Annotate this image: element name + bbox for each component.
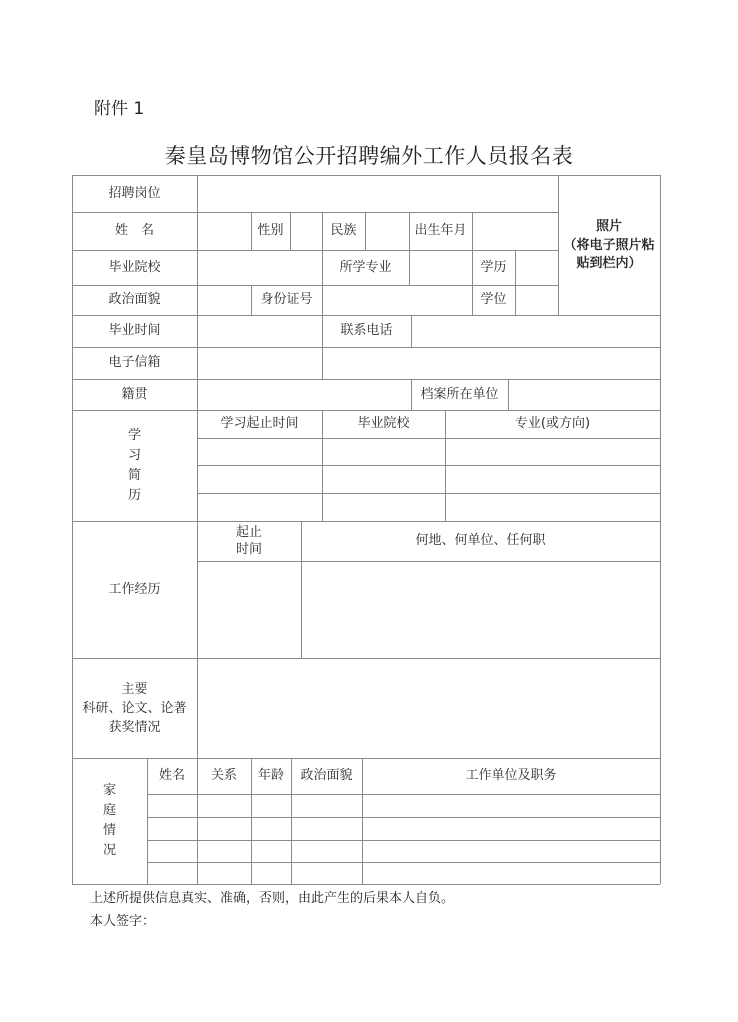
archive-unit-field[interactable] xyxy=(509,380,660,410)
grad-time-field[interactable] xyxy=(198,316,322,347)
name-field[interactable] xyxy=(198,213,251,250)
major-field[interactable] xyxy=(410,251,472,285)
form-title: 秦皇岛博物馆公开招聘编外工作人员报名表 xyxy=(164,144,574,168)
research-label-line: 获奖情况 xyxy=(108,719,161,735)
label-gender: 性别 xyxy=(257,223,284,238)
gender-field[interactable] xyxy=(291,213,322,250)
research-awards-field[interactable] xyxy=(198,659,660,758)
table-border-bottom xyxy=(72,884,660,885)
research-awards-label xyxy=(72,658,197,758)
family-row[interactable] xyxy=(148,818,660,840)
email-field[interactable] xyxy=(198,348,322,379)
degree-field[interactable] xyxy=(516,286,558,315)
family-label-char: 庭 xyxy=(102,803,116,818)
family-header-workplace: 工作单位及职务 xyxy=(465,768,557,783)
family-row[interactable] xyxy=(148,795,660,817)
study-header-major: 专业(或方向) xyxy=(514,416,591,431)
label-email: 电子信箱 xyxy=(108,355,161,370)
birth-field[interactable] xyxy=(473,213,558,250)
signature-label: 本人签字： xyxy=(90,914,156,929)
study-school-field[interactable] xyxy=(323,466,445,493)
family-header-political: 政治面貌 xyxy=(300,768,353,783)
native-place-field[interactable] xyxy=(198,380,411,410)
study-header-period: 学习起止时间 xyxy=(220,416,299,431)
family-label xyxy=(72,758,147,884)
id-number-field[interactable] xyxy=(323,286,472,315)
work-period-line: 时间 xyxy=(235,542,262,557)
label-phone: 联系电话 xyxy=(340,323,393,338)
study-header-school: 毕业院校 xyxy=(357,416,410,431)
email-extra-field[interactable] xyxy=(323,348,660,379)
label-degree: 学位 xyxy=(480,292,507,307)
work-header-period xyxy=(197,521,301,561)
work-history-label: 工作经历 xyxy=(108,581,161,597)
study-school-field[interactable] xyxy=(323,494,445,521)
family-header-age: 年龄 xyxy=(257,768,284,783)
label-native-place: 籍贯 xyxy=(121,386,148,402)
study-major-field[interactable] xyxy=(446,466,660,493)
political-field[interactable] xyxy=(198,286,251,315)
attachment-label: 附件 1 xyxy=(94,99,145,119)
study-label-char: 学 xyxy=(127,427,141,443)
label-political: 政治面貌 xyxy=(108,292,161,307)
family-header-relation: 关系 xyxy=(210,768,237,783)
research-label-line: 科研、论文、论著 xyxy=(82,700,187,716)
phone-field[interactable] xyxy=(412,316,660,347)
work-period-line: 起止 xyxy=(235,525,262,540)
family-label-char: 情 xyxy=(102,823,116,838)
photo-instruction-line2: 贴到栏内） xyxy=(576,256,642,271)
study-period-field[interactable] xyxy=(198,439,322,465)
study-period-field[interactable] xyxy=(198,494,322,521)
study-period-field[interactable] xyxy=(198,466,322,493)
label-grad-time: 毕业时间 xyxy=(108,323,161,338)
work-header-description: 何地、何单位、任何职 xyxy=(415,533,546,548)
study-label-char: 习 xyxy=(127,447,141,463)
family-label-char: 家 xyxy=(102,783,116,798)
label-ethnicity: 民族 xyxy=(330,223,357,238)
family-row[interactable] xyxy=(148,863,660,884)
research-label-line: 主要 xyxy=(121,681,148,697)
study-major-field[interactable] xyxy=(446,494,660,521)
label-position: 招聘岗位 xyxy=(108,185,161,201)
table-border-right xyxy=(660,175,661,884)
photo-instruction-line1: （将电子照片粘 xyxy=(563,238,655,253)
work-period-field[interactable] xyxy=(198,562,301,658)
ethnicity-field[interactable] xyxy=(366,213,409,250)
label-id-number: 身份证号 xyxy=(260,292,313,307)
family-label-char: 况 xyxy=(102,843,116,858)
work-description-field[interactable] xyxy=(302,562,660,658)
label-birth: 出生年月 xyxy=(414,223,467,238)
study-school-field[interactable] xyxy=(323,439,445,465)
label-archive-unit: 档案所在单位 xyxy=(420,386,499,402)
family-header-name: 姓名 xyxy=(158,768,185,783)
study-history-label xyxy=(72,410,197,521)
label-education: 学历 xyxy=(480,259,507,275)
label-name: 姓 名 xyxy=(114,223,154,238)
school-field[interactable] xyxy=(198,251,322,285)
study-major-field[interactable] xyxy=(446,439,660,465)
declaration-text: 上述所提供信息真实、准确，否则，由此产生的后果本人自负。 xyxy=(90,891,455,906)
position-field[interactable] xyxy=(198,176,558,212)
label-major: 所学专业 xyxy=(339,259,392,275)
photo-label: 照片 xyxy=(595,219,622,234)
study-label-char: 简 xyxy=(127,467,141,483)
family-row[interactable] xyxy=(148,841,660,862)
study-label-char: 历 xyxy=(127,487,141,503)
label-school: 毕业院校 xyxy=(108,259,161,275)
education-field[interactable] xyxy=(516,251,558,285)
photo-box[interactable] xyxy=(558,175,660,315)
